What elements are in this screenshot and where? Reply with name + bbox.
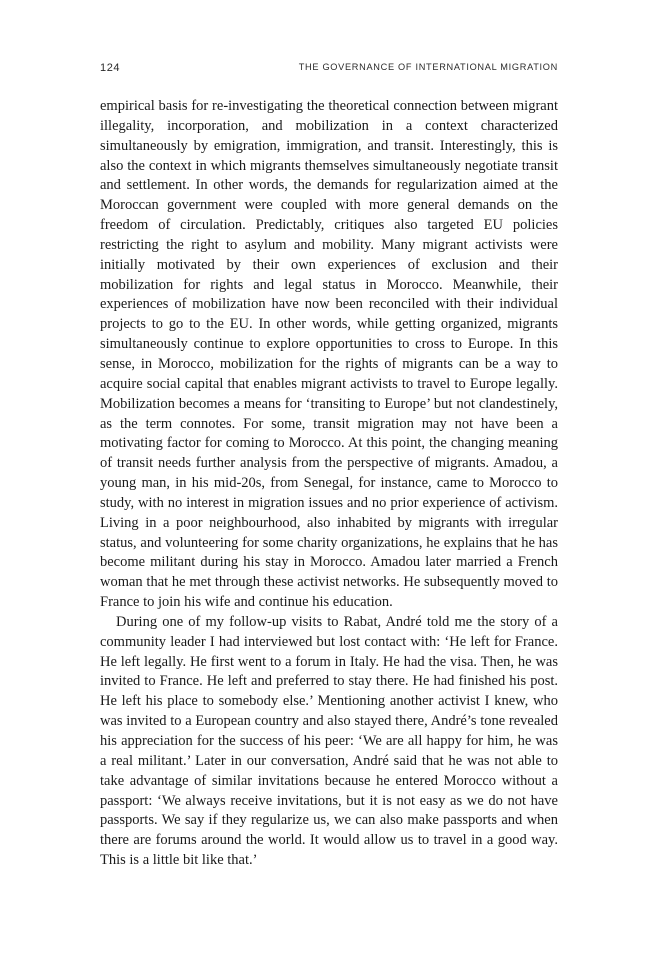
body-text (100, 97, 558, 871)
paragraph-2: During one of my follow-up visits to Rabat, André told me the story of a community leader I had interviewed but lost contact with: ‘He left for France. He left legally. He first went to a forum in Italy. He had the visa. Then, he was invited to France. He left and preferred to stay there. He had finished his post. He left his place to somebody else.’ Mentioning another activist I knew, who was invited to a European country and also stayed there, André’s tone revealed his appreciation for the success of his peer: ‘We are all happy for him, he was a real militant.’ Later in our conversation, André said that he was not able to take advantage of similar invitations because he entered Morocco without a passport: ‘We always receive invitations, but it is not easy as we do not have passports. We say if they regularize us, we can also make passports and when there are forums around the world. It would allow us to travel in a good way. This is a little bit like that.’ (100, 613, 558, 869)
paragraph-1: empirical basis for re-investigating the theoretical connection between migrant illegality, incorporation, and mobilization in a context characterized simultaneously by emigration, immigration, and transit. Interestingly, this is also the context in which migrants themselves simultaneously negotiate transit and settlement. In other words, the demands for regularization aimed at the Moroccan government were coupled with more general demands on the freedom of circulation. Predictably, critiques also targeted EU policies restricting the right to asylum and mobility. Many migrant activists were initially motivated by their own experiences of exclusion and their mobilization for rights and legal status in Morocco. Meanwhile, their experiences of mobilization have now been reconciled with their individual projects to go to the EU. In other words, while getting organized, migrants simultaneously continue to explore opportunities to cross to Europe. In this sense, in Morocco, mobilization for the rights of migrants can be a way to acquire social capital that enables migrant activists to travel to Europe legally. Mobilization becomes a means for ‘transiting to Europe’ but not clandestinely, as the term connotes. For some, transit migration may not have been a motivating factor for coming to Morocco. At this point, the changing meaning of transit needs further analysis from the perspective of migrants. Amadou, a young man, in his mid-20s, from Senegal, for instance, came to Morocco to study, with no interest in migration issues and no prior experience of activism. Living in a poor neighbourhood, also inhabited by migrants with irregular status, and volunteering for some charity organizations, he explains that he has become militant during his stay in Morocco. Amadou later married a French woman that he met through these activist networks. He subsequently moved to France to join his wife and continue his education. (100, 98, 558, 611)
page-number: 124 (100, 62, 121, 74)
running-head: THE GOVERNANCE OF INTERNATIONAL MIGRATION (298, 62, 558, 72)
